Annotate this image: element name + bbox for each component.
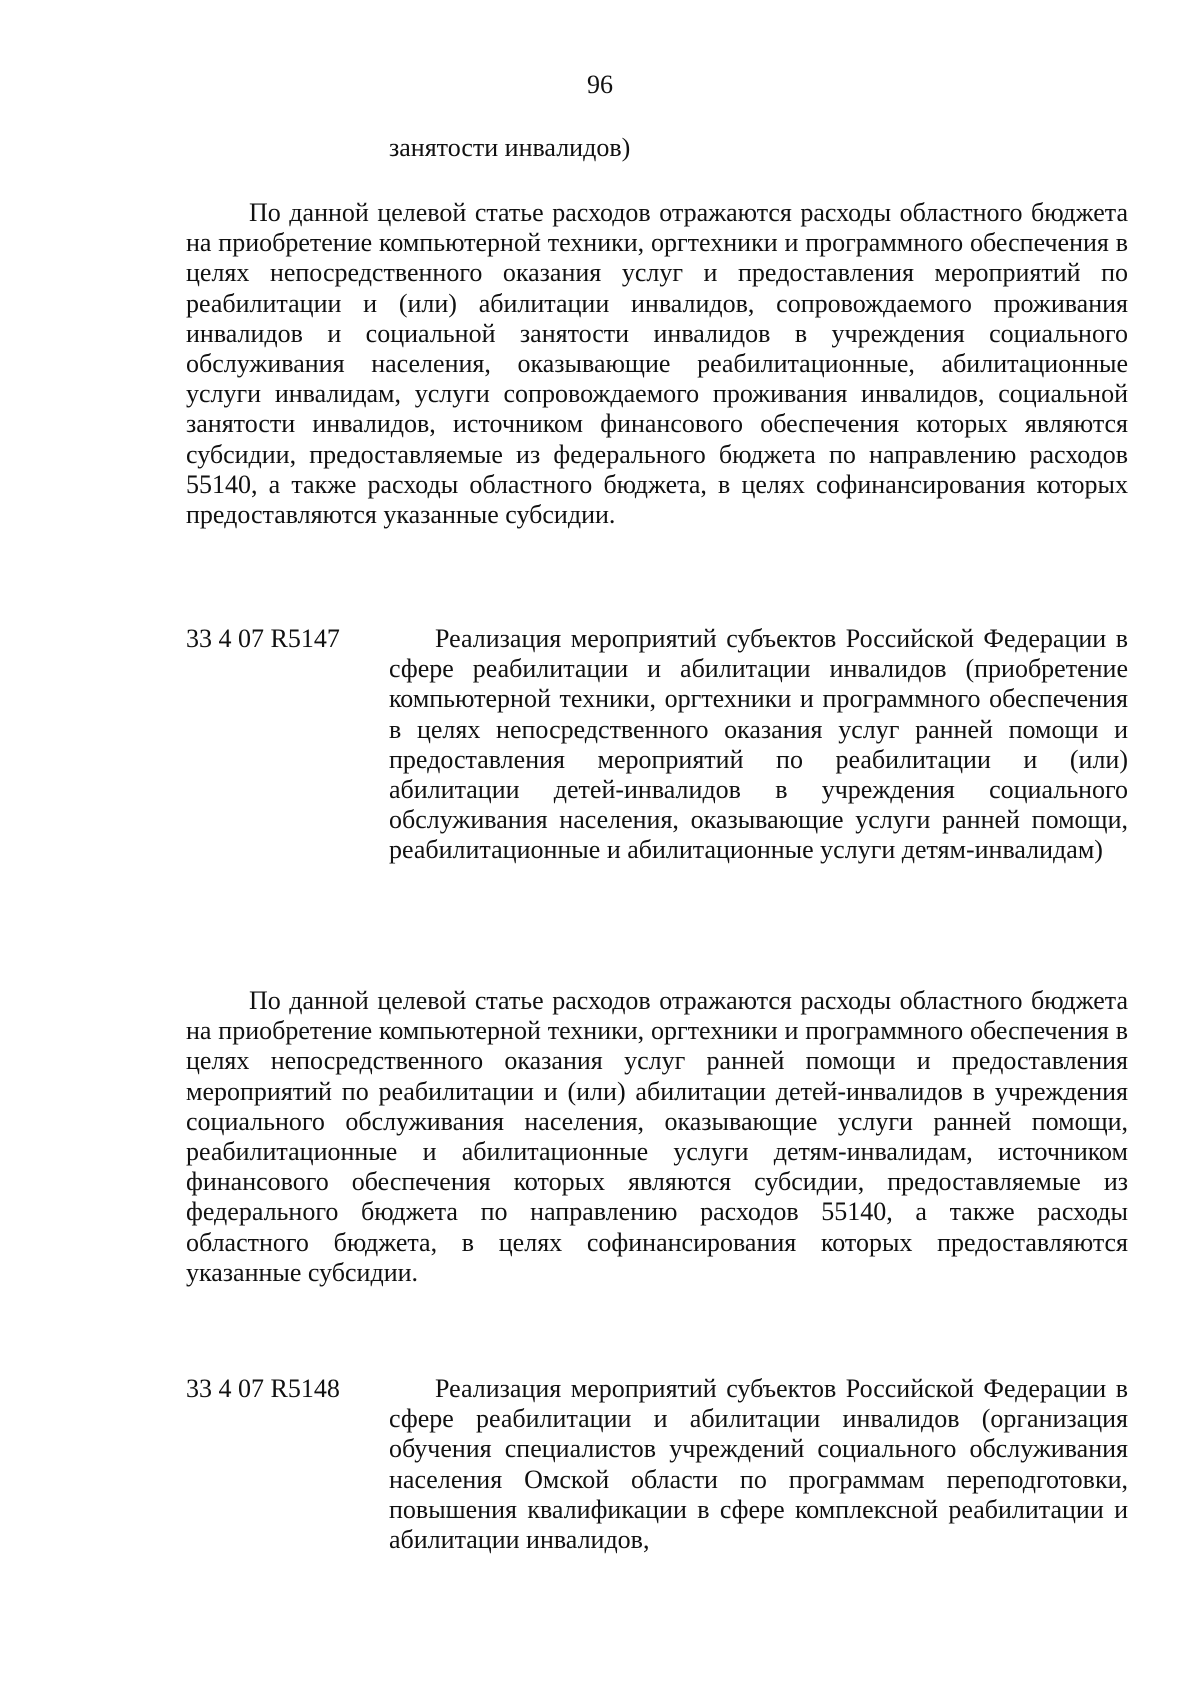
entry-description: Реализация мероприятий субъектов Российской Федерации в сфере реабилитации и абилитации инвалидов (организация обучения специалистов учреждений социального обслуживания населения Омской области по программам переподготовки, повышения квалификации в сфере комплексной реабилитации и абилитации инвалидов, bbox=[389, 1374, 1128, 1555]
entry-code: 33 4 07 R5148 bbox=[186, 1374, 340, 1403]
page-number: 96 bbox=[587, 70, 613, 99]
paragraph-2: По данной целевой статье расходов отражаются расходы областного бюджета на приобретение компьютерной техники, оргтехники и программного обеспечения в целях непосредственного оказания услуг ранней помощи и предоставления мероприятий по реабилитации и (или) абилитации детей-инвалидов в учреждения социального обслуживания населения, оказывающие услуги ранней помощи, реабилитационные и абилитационные услуги детям-инвалидам, источником финансового обеспечения которых являются субсидии, предоставляемые из федерального бюджета по направлению расходов 55140, а также расходы областного бюджета, в целях софинансирования которых предоставляются указанные субсидии. bbox=[186, 986, 1128, 1287]
continuation-text: занятости инвалидов) bbox=[389, 133, 631, 162]
entry-code: 33 4 07 R5147 bbox=[186, 624, 340, 653]
paragraph-1: По данной целевой статье расходов отражаются расходы областного бюджета на приобретение компьютерной техники, оргтехники и программного обеспечения в целях непосредственного оказания услуг и предоставления мероприятий по реабилитации и (или) абилитации инвалидов, сопровождаемого проживания инвалидов и социальной занятости инвалидов в учреждения социального обслуживания населения, оказывающие реабилитационные, абилитационные услуги инвалидам, услуги сопровождаемого проживания инвалидов, социальной занятости инвалидов, источником финансового обеспечения которых являются субсидии, предоставляемые из федерального бюджета по направлению расходов 55140, а также расходы областного бюджета, в целях софинансирования которых предоставляются указанные субсидии. bbox=[186, 198, 1128, 530]
budget-entry-r5148 bbox=[186, 1374, 1128, 1555]
entry-description: Реализация мероприятий субъектов Российской Федерации в сфере реабилитации и абилитации инвалидов (приобретение компьютерной техники, оргтехники и программного обеспечения в целях непосредственного оказания услуг ранней помощи и предоставления мероприятий по реабилитации и (или) абилитации детей-инвалидов в учреждения социального обслуживания населения, оказывающие услуги ранней помощи, реабилитационные и абилитационные услуги детям-инвалидам) bbox=[389, 624, 1128, 865]
budget-entry-r5147 bbox=[186, 624, 1128, 866]
